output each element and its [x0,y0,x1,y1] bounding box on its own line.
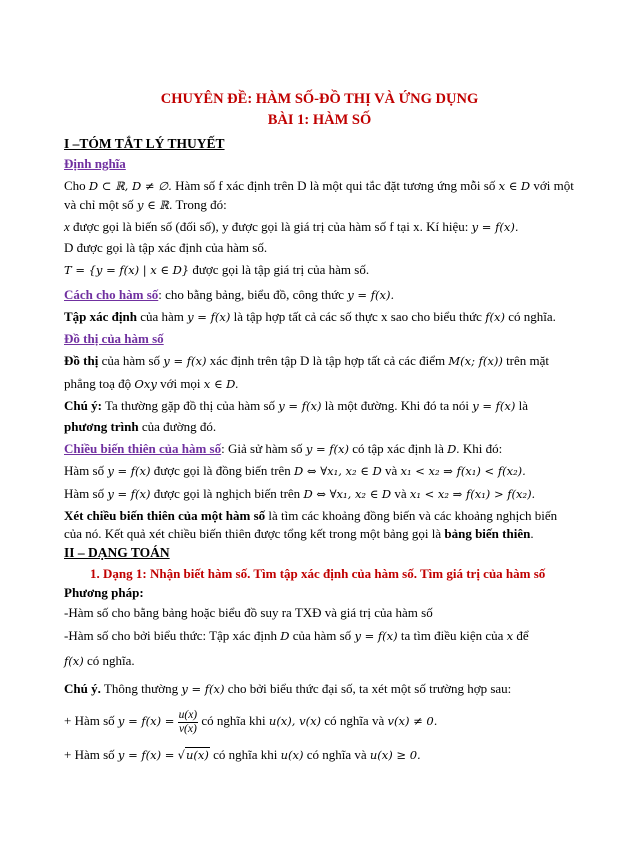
section-heading-theory: I –TÓM TẮT LÝ THUYẾT [64,136,225,151]
case-square-root: + Hàm số y = f(x) = √u(x) có nghĩa khi u(x) có nghĩa và u(x) ≥ 0. [64,747,421,762]
definition-heading: Định nghĩa [64,156,126,171]
fraction: $\frac{u(x)}{v(x)}$ [178,708,198,735]
definition-line-2: và chỉ một số y ∈ ℝ. Trong đó: [64,197,227,212]
note-line: Chú ý. Thông thường y = f(x) cho bởi biểu thức đại số, ta xét một số trường hợp sau: [64,681,512,696]
variation-heading-line: Chiều biến thiên của hàm số: Giả sử hàm số y = f(x) có tập xác định là D. Khi đó: [64,441,503,456]
case-fraction: + Hàm số y = f(x) = $\frac{u(x)}{v(x)}$ có nghĩa khi u(x), v(x) có nghĩa và v(x) ≠ 0. [64,708,438,735]
method-line-3: f(x) có nghĩa. [64,653,135,668]
graph-line-1: Đồ thị của hàm số y = f(x) xác định trên tập D là tập hợp tất cả các điểm M(x; f(x)) trên mặt [64,353,550,368]
variation-study-line-2: của nó. Kết quả xét chiều biến thiên được tổng kết trong một bảng gọi là bảng biến thiên. [64,526,534,541]
lesson-title: BÀI 1: HÀM SỐ [267,112,372,128]
definition-line-4: D được gọi là tập xác định của hàm số. [64,240,268,255]
definition-line-3: x được gọi là biến số (đối số), y được gọi là giá trị của hàm số f tại x. Kí hiệu: y = f(x). [64,219,519,234]
section-heading-problems: II – DẠNG TOÁN [64,545,170,560]
method-line-1: -Hàm số cho bằng bảng hoặc biểu đồ suy ra TXĐ và giá trị của hàm số [64,605,433,620]
domain-line: Tập xác định của hàm y = f(x) là tập hợp tất cả các số thực x sao cho biểu thức f(x) có nghĩa. [64,309,556,324]
method-line-2: -Hàm số cho bởi biểu thức: Tập xác định D của hàm số y = f(x) ta tìm điều kiện của x để [64,628,529,643]
square-root: √u(x) [177,748,209,762]
definition-line-5: T = {y = f(x) | x ∈ D} được gọi là tập giá trị của hàm số. [64,262,370,277]
document-title: CHUYÊN ĐỀ: HÀM SỐ-ĐỒ THỊ VÀ ỨNG DỤNG [160,91,479,107]
method-heading: Phương pháp: [64,585,144,600]
decreasing-definition: Hàm số y = f(x) được gọi là nghịch biến trên D ⇔ ∀x₁, x₂ ∈ D và x₁ < x₂ ⇒ f(x₁) > f(x₂). [64,486,536,501]
ways-to-define-line: Cách cho hàm số: cho bằng bảng, biểu đồ, công thức y = f(x). [64,287,395,302]
increasing-definition: Hàm số y = f(x) được gọi là đồng biến trên D ⇔ ∀x₁, x₂ ∈ D và x₁ < x₂ ⇒ f(x₁) < f(x₂). [64,463,526,478]
graph-note-line-2: phương trình của đường đó. [64,419,217,434]
problem-type-1-heading: 1. Dạng 1: Nhận biết hàm số. Tìm tập xác định của hàm số. Tìm giá trị của hàm số [90,566,546,581]
graph-note-line-1: Chú ý: Ta thường gặp đồ thị của hàm số y = f(x) là một đường. Khi đó ta nói y = f(x) là [64,398,529,413]
graph-line-2: phẳng toạ độ Oxy với mọi x ∈ D. [64,376,239,391]
graph-heading: Đồ thị của hàm số [64,331,164,346]
definition-line-1: Cho D ⊂ ℝ, D ≠ ∅. Hàm số f xác định trên D là một qui tắc đặt tương ứng mỗi số x ∈ D với một [64,178,574,193]
variation-study-line-1: Xét chiều biến thiên của một hàm số là tìm các khoảng đồng biến và các khoảng nghịch biến [64,508,558,523]
